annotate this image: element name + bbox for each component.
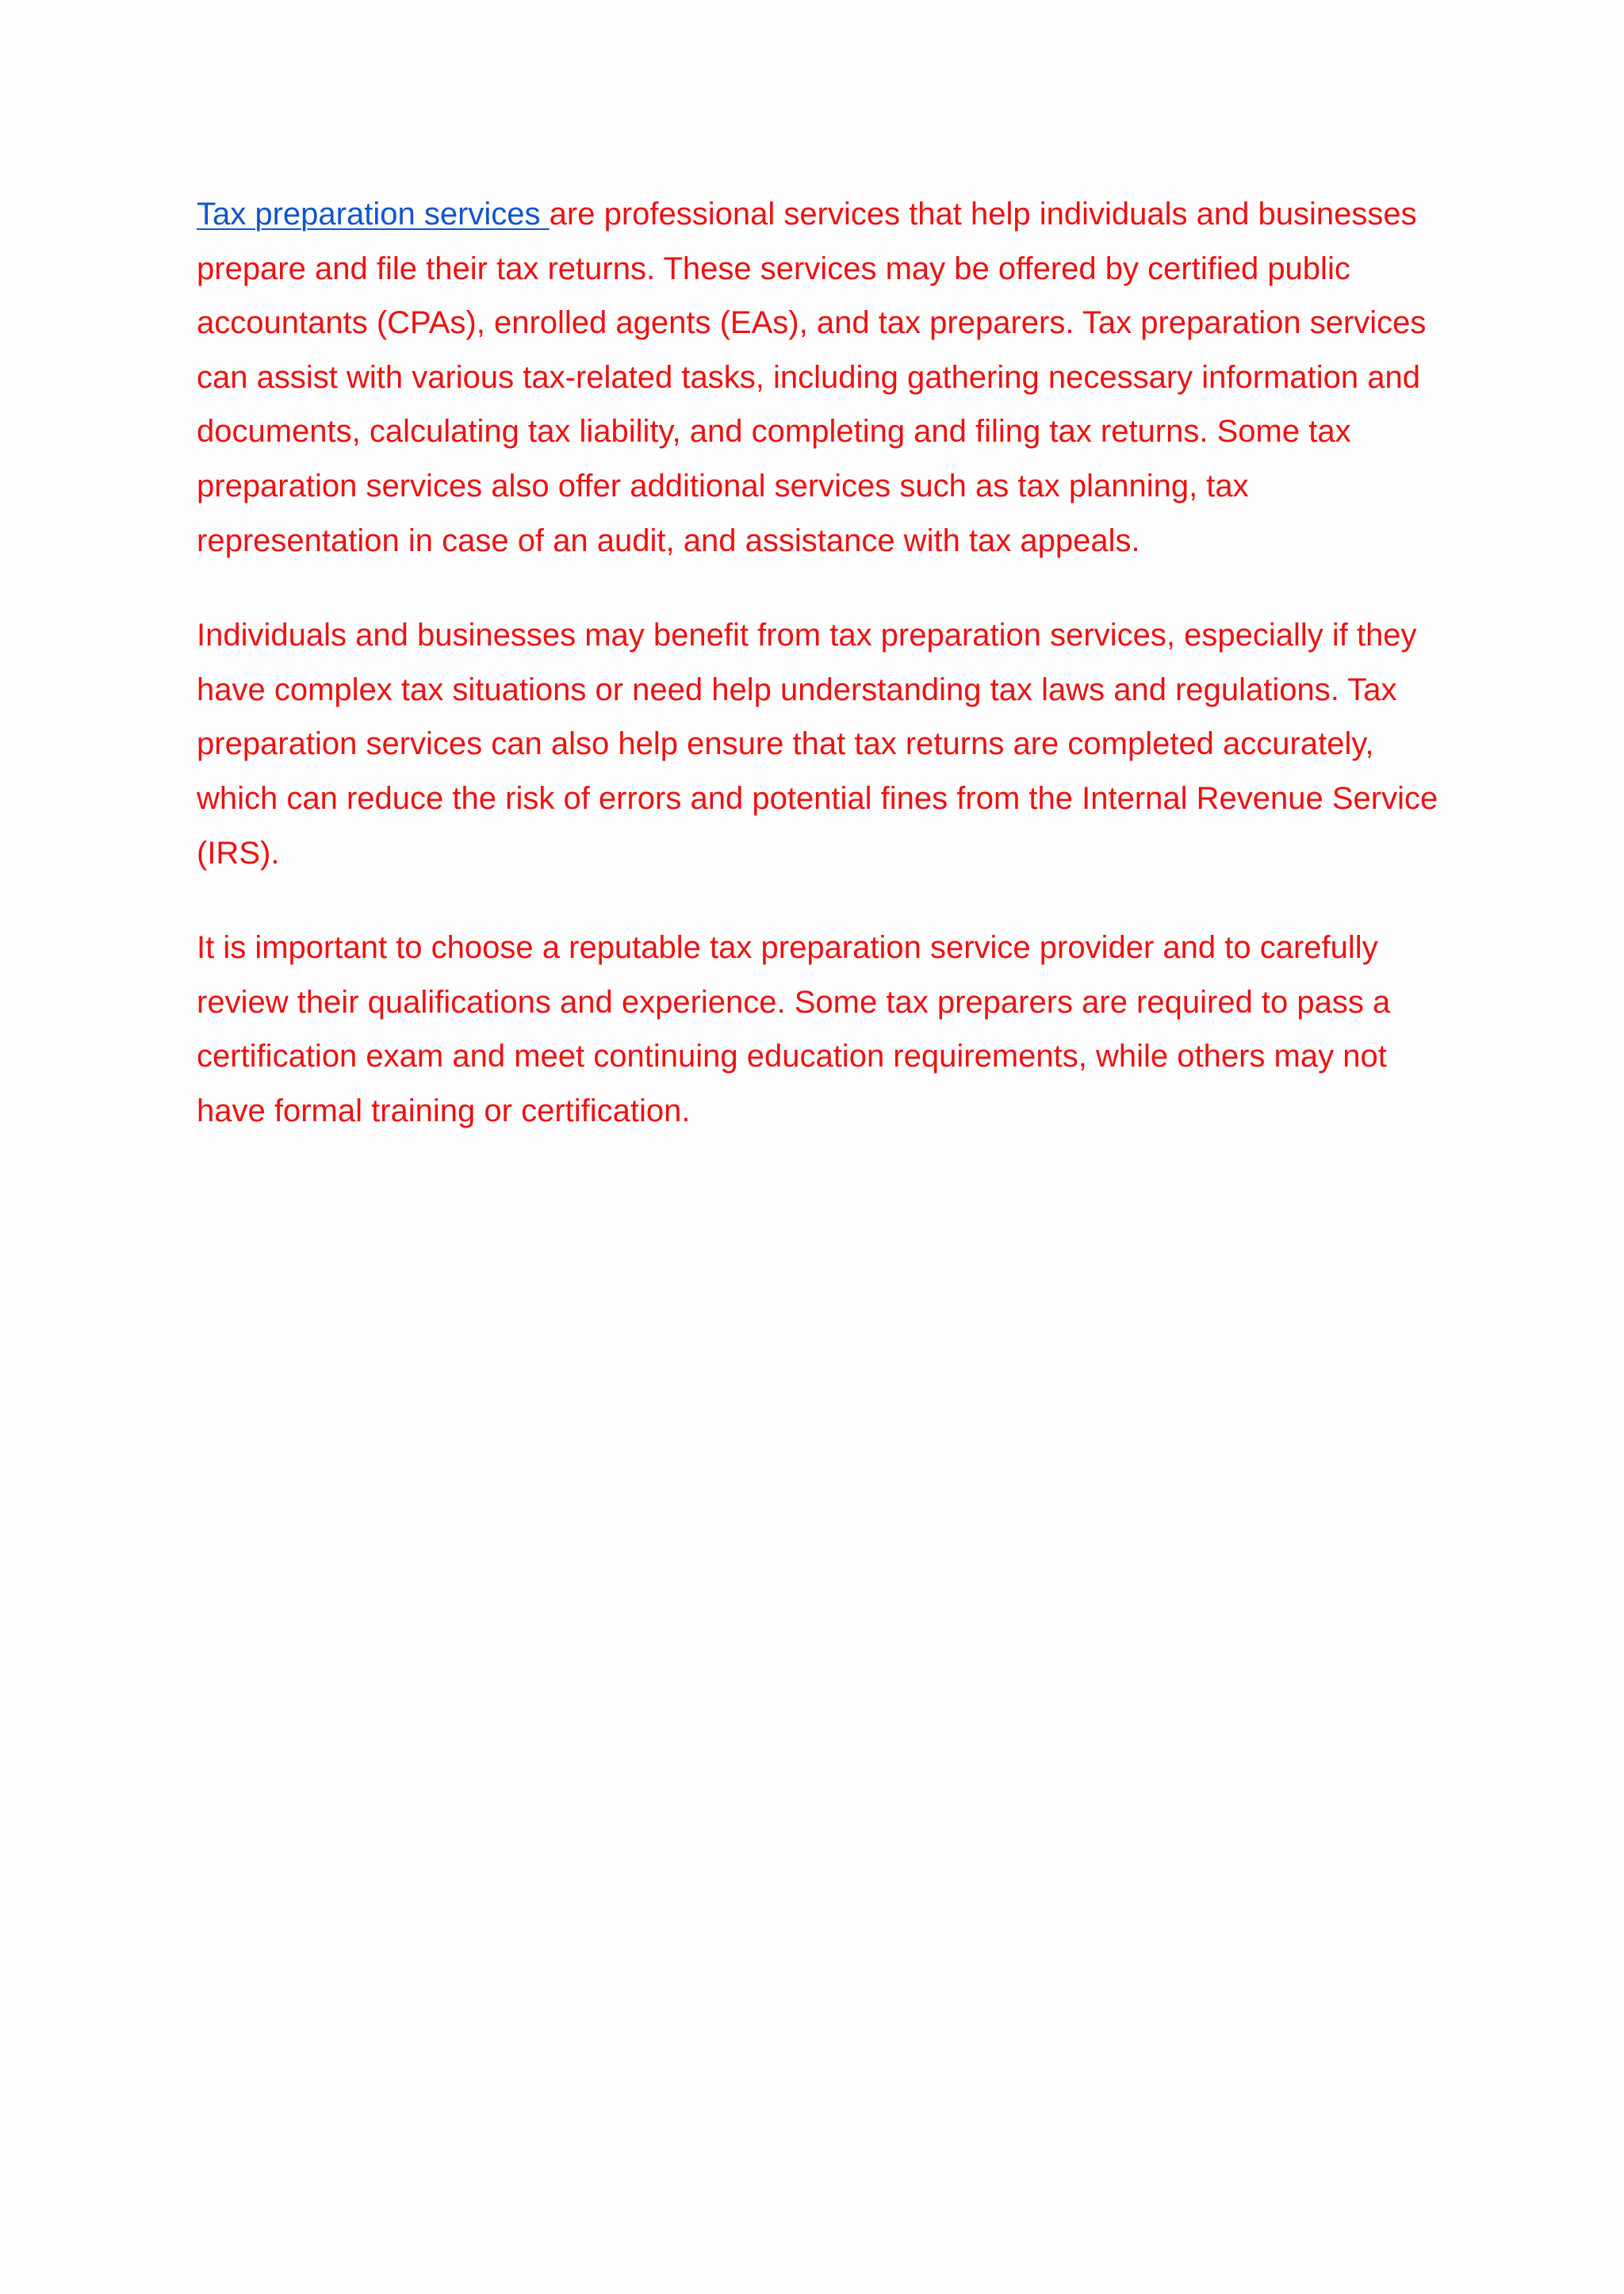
paragraph-2 xyxy=(197,608,1442,880)
paragraph-1-text: are professional services that help individuals and businesses prepare and file their tax returns. These services may be offered by certified public accountants (CPAs), enrolled agents (EAs), and tax preparers. Tax preparation services can assist with various tax-related tasks, including gathering necessary information and documents, calculating tax liability, and completing and filing tax returns. Some tax preparation services also offer additional services such as tax planning, tax representation in case of an audit, and assistance with tax appeals. xyxy=(197,197,1427,558)
document-body xyxy=(197,187,1442,1179)
tax-preparation-services-link[interactable]: Tax preparation services xyxy=(197,197,550,232)
paragraph-2-text: Individuals and businesses may benefit from tax preparation services, especially if they have complex tax situations or need help understanding tax laws and regulations. Tax preparation services can also help ensure that tax returns are completed accurately, which can reduce the risk of errors and potential fines from the Internal Revenue Service (IRS). xyxy=(197,618,1438,871)
paragraph-3 xyxy=(197,921,1442,1138)
paragraph-1 xyxy=(197,187,1442,568)
paragraph-3-text: It is important to choose a reputable tax preparation service provider and to carefully review their qualifications and experience. Some tax preparers are required to pass a certification exam and meet continuing education requirements, while others may not have formal training or certification. xyxy=(197,930,1391,1128)
